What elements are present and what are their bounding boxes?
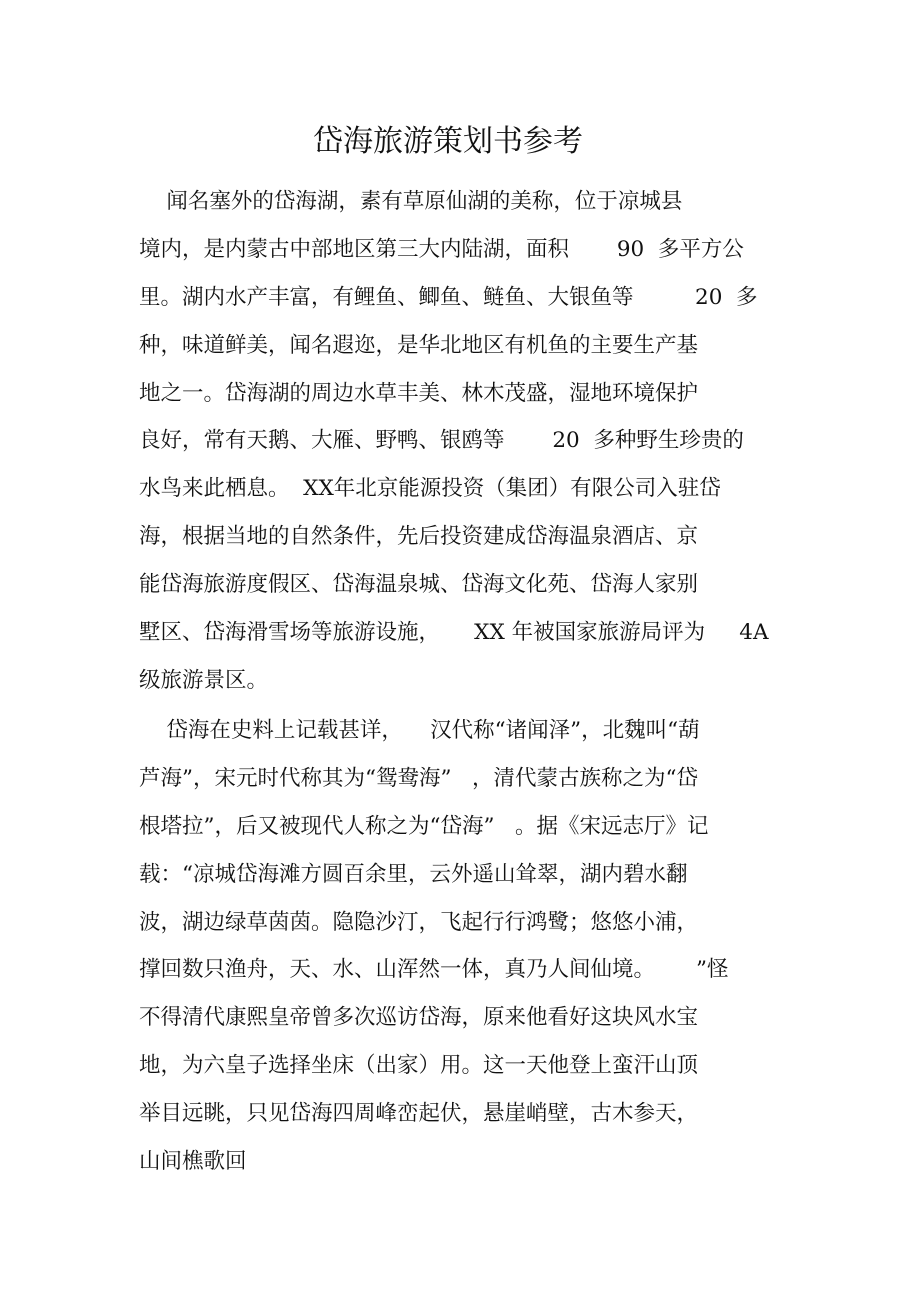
- text-line: 水鸟来此栖息。 XX年北京能源投资（集团）有限公司入驻岱: [139, 476, 721, 502]
- text-line: 闻名塞外的岱海湖，素有草原仙湖的美称，位于凉城县: [139, 189, 683, 214]
- text-line: 级旅游景区。: [139, 667, 269, 693]
- text-line: 里。湖内水产丰富，有鲤鱼、鲫鱼、鲢鱼、大银鱼等 20 多: [139, 284, 758, 310]
- paragraph-1: [139, 178, 799, 705]
- text-line: 良好，常有天鹅、大雁、野鸭、银鸥等 20 多种野生珍贵的: [139, 428, 744, 454]
- text-line: 海，根据当地的自然条件，先后投资建成岱海温泉酒店、京: [139, 524, 699, 550]
- text-line: 根塔拉”，后又被现代人称之为“岱海” 。据《宋远志厅》记: [139, 813, 709, 839]
- text-line: 芦海”，宋元时代称其为“鸳鸯海” ，清代蒙古族称之为“岱: [139, 765, 698, 791]
- text-line: 撑回数只渔舟，天、水、山浑然一体，真乃人间仙境。 ”怪: [139, 957, 729, 983]
- text-line: 能岱海旅游度假区、岱海温泉城、岱海文化苑、岱海人家别: [139, 572, 699, 598]
- text-line: 种，味道鲜美，闻名遐迩，是华北地区有机鱼的主要生产基: [139, 332, 699, 358]
- text-line: 墅区、岱海滑雪场等旅游设施， XX 年被国家旅游局评为 4A: [139, 620, 769, 646]
- text-line: 山间樵歌回: [139, 1149, 247, 1175]
- text-line: 不得清代康熙皇帝曾多次巡访岱海，原来他看好这块风水宝: [139, 1005, 699, 1031]
- text-line: 波，湖边绿草茵茵。隐隐沙汀，飞起行行鸿鹭；悠悠小浦，: [139, 909, 699, 935]
- document-title: 岱海旅游策划书参考: [313, 124, 583, 159]
- text-line: 地之一。岱海湖的周边水草丰美、林木茂盛，湿地环境保护: [139, 380, 699, 406]
- text-line: 境内，是内蒙古中部地区第三大内陆湖，面积 90 多平方公: [139, 236, 744, 262]
- text-line: 载：“凉城岱海滩方圆百余里，云外遥山耸翠，湖内碧水翻: [139, 861, 688, 887]
- text-line: 举目远眺，只见岱海四周峰峦起伏，悬崖峭壁，古木参天，: [139, 1101, 699, 1127]
- text-line: 岱海在史料上记载甚详， 汉代称“诸闻泽”，北魏叫“葫: [139, 718, 700, 743]
- paragraph-2: [139, 707, 799, 1186]
- text-line: 地，为六皇子选择坐床（出家）用。这一天他登上蛮汗山顶: [139, 1053, 699, 1079]
